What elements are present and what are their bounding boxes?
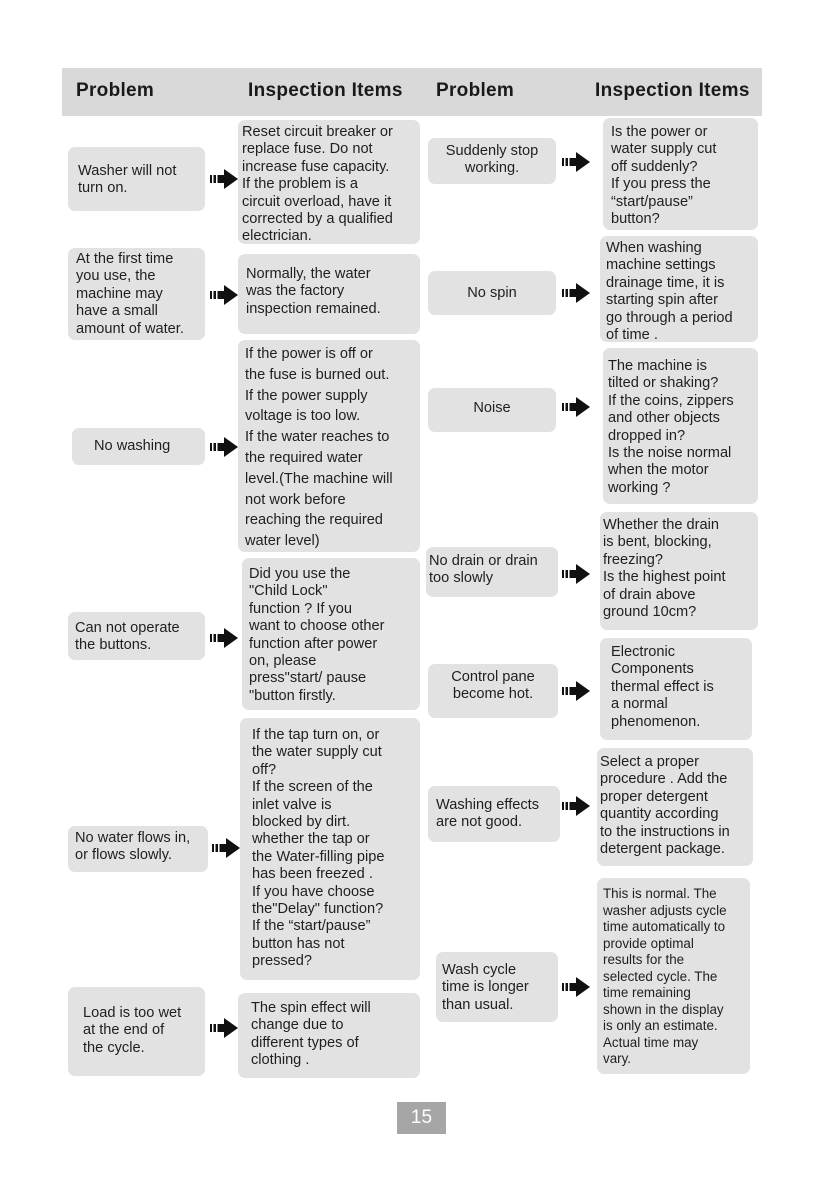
problem-text: No drain or drain too slowly — [429, 553, 538, 587]
arrow-right-icon — [210, 1018, 238, 1038]
inspection-box — [242, 558, 420, 710]
problem-text: No spin — [467, 285, 517, 301]
problem-text: Suddenly stop working. — [445, 143, 539, 177]
arrow-right-icon — [210, 628, 238, 648]
problem-text: Noise — [473, 400, 511, 416]
inspection-text: If the tap turn on, or the water supply cut off? If the screen of the inlet valve is blocked by dirt. whether the tap or the Water-filling pipe has been freezed . If you have choose the"Delay" function? If the “start/pause” button has not pressed? — [252, 727, 385, 970]
inspection-text: If the power is off or the fuse is burned out. If the power supply voltage is too low. If the water reaches to the required water level.(The machine will not work before reaching the required water level) — [245, 346, 393, 550]
problem-text: At the first time you use, the machine may have a small amount of water. — [76, 251, 184, 337]
problem-box — [428, 138, 556, 184]
arrow-right-icon — [562, 397, 590, 417]
problem-box — [68, 612, 205, 660]
problem-box — [426, 547, 558, 597]
problem-box — [68, 248, 205, 340]
inspection-text: The machine is tilted or shaking? If the coins, zippers and other objects dropped in? Is the noise normal when the motor working ? — [608, 358, 734, 496]
inspection-box — [600, 638, 752, 740]
inspection-text: This is normal. The washer adjusts cycle time automatically to provide optimal results for the selected cycle. The time remaining shown in the display is only an estimate. Actual time may vary. — [603, 886, 727, 1066]
inspection-box — [597, 748, 753, 866]
inspection-text: Whether the drain is bent, blocking, freezing? Is the highest point of drain above ground 10cm? — [603, 517, 726, 621]
inspection-text: Is the power or water supply cut off suddenly? If you press the “start/pause” button? — [611, 124, 717, 228]
problem-box — [68, 987, 205, 1076]
arrow-right-icon — [212, 838, 240, 858]
inspection-box — [238, 993, 420, 1078]
arrow-right-icon — [562, 564, 590, 584]
problem-text: Washer will not turn on. — [78, 163, 177, 197]
arrow-right-icon — [562, 977, 590, 997]
problem-text: No water flows in, or flows slowly. — [75, 830, 191, 864]
arrow-right-icon — [562, 283, 590, 303]
problem-text: Wash cycle time is longer than usual. — [442, 962, 529, 1013]
inspection-box — [603, 348, 758, 504]
problem-text: Can not operate the buttons. — [75, 620, 180, 654]
inspection-box — [238, 340, 420, 552]
problem-text: No washing — [94, 438, 171, 454]
inspection-text: Select a proper procedure . Add the proper detergent quantity according to the instructions in detergent package. — [600, 754, 730, 858]
inspection-box — [240, 718, 420, 980]
arrow-right-icon — [562, 681, 590, 701]
arrow-right-icon — [562, 152, 590, 172]
header-inspection-right: Inspection Items — [595, 80, 750, 101]
problem-box — [428, 786, 560, 842]
page-number: 15 — [397, 1102, 446, 1134]
inspection-text: Electronic Components thermal effect is a normal phenomenon. — [611, 644, 714, 730]
problem-box — [428, 271, 556, 315]
inspection-text: When washing machine settings drainage time, it is starting spin after go through a period of time . — [606, 240, 733, 342]
inspection-box — [238, 254, 420, 334]
problem-box — [68, 826, 208, 872]
problem-box — [436, 952, 558, 1022]
inspection-text: The spin effect will change due to different types of clothing . — [251, 1000, 371, 1069]
problem-text: Load is too wet at the end of the cycle. — [83, 1005, 182, 1056]
problem-box — [72, 428, 205, 465]
inspection-box — [600, 236, 758, 342]
inspection-box — [600, 512, 758, 630]
inspection-box — [603, 118, 758, 230]
inspection-box — [597, 878, 750, 1074]
problem-box — [428, 664, 558, 718]
inspection-text: Did you use the "Child Lock" function ? If you want to choose other function after power on, please press"start/ pause "button firstly. — [249, 566, 385, 704]
arrow-right-icon — [210, 437, 238, 457]
header-problem-left: Problem — [76, 80, 155, 101]
header-problem-right: Problem — [436, 80, 515, 101]
inspection-text: Reset circuit breaker or replace fuse. Do not increase fuse capacity. If the problem is a circuit overload, have it corrected by a qualified electrician. — [242, 124, 393, 244]
header-inspection-left: Inspection Items — [248, 80, 403, 101]
problem-box — [68, 147, 205, 211]
arrow-right-icon — [210, 169, 238, 189]
problem-box — [428, 388, 556, 432]
problem-text: Washing effects are not good. — [436, 797, 540, 831]
arrow-right-icon — [210, 285, 238, 305]
arrow-right-icon — [562, 796, 590, 816]
problem-text: Control pane become hot. — [451, 669, 535, 703]
inspection-box — [238, 120, 420, 244]
inspection-text: Normally, the water was the factory inspection remained. — [246, 266, 381, 317]
